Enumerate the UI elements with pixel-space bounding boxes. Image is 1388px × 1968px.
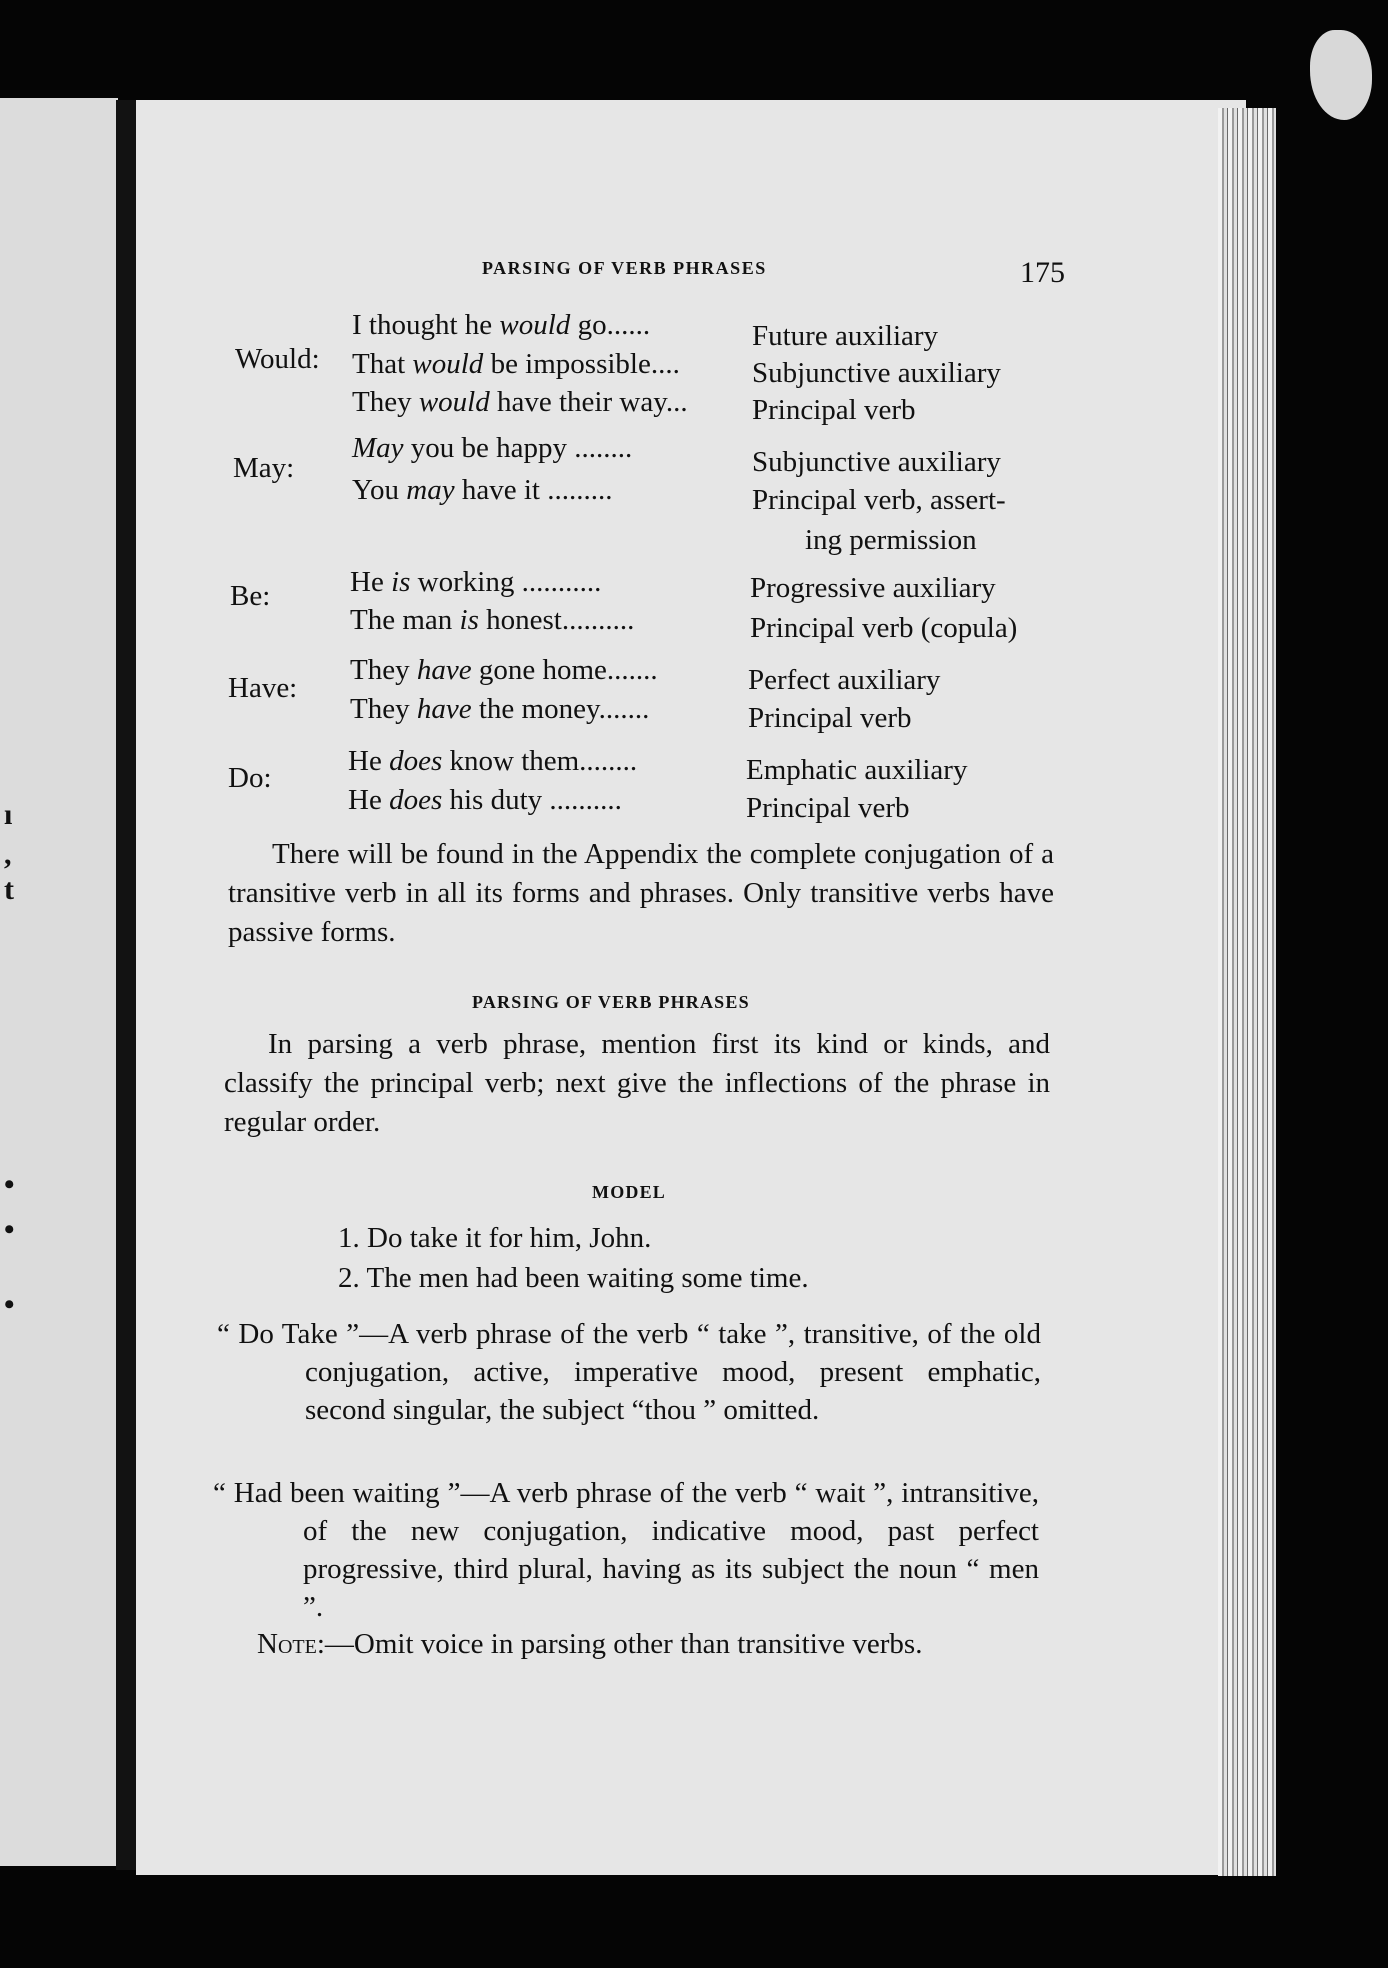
running-header: PARSING OF VERB PHRASES xyxy=(482,258,767,278)
group-label-would: Would: xyxy=(235,343,320,375)
group-label-be: Be: xyxy=(230,580,271,612)
example-role-continuation: ing permission xyxy=(805,524,977,556)
example-sentence: They have gone home....... xyxy=(350,654,658,686)
example-role: Future auxiliary xyxy=(752,320,939,352)
example-sentence: He does his duty .......... xyxy=(348,784,622,816)
group-label-may: May: xyxy=(233,452,295,484)
page-edges xyxy=(1218,108,1276,1876)
example-role: Progressive auxiliary xyxy=(750,572,996,604)
example-sentence: You may have it ......... xyxy=(352,474,613,506)
left-page-fragment: • xyxy=(4,1288,15,1321)
example-role: Principal verb, assert- xyxy=(752,484,1006,516)
model-heading: MODEL xyxy=(592,1182,667,1202)
left-page-edge xyxy=(0,98,118,1866)
left-page-fragment: • xyxy=(4,1213,15,1246)
paper-fragment xyxy=(1310,30,1372,120)
example-role: Principal verb xyxy=(746,792,910,824)
example-sentence: That would be impossible.... xyxy=(352,348,680,380)
example-role: Perfect auxiliary xyxy=(748,664,941,696)
model-item: 1. Do take it for him, John. xyxy=(338,1222,652,1254)
example-sentence: May you be happy ........ xyxy=(352,432,633,464)
model-parse: “ Had been waiting ”—A verb phrase of the verb “ wait ”, intransitive, of the new conjugation, indicative mood, past perfect progressive, third plural, having as its subject the noun “ men ”. xyxy=(213,1477,1039,1623)
example-role: Emphatic auxiliary xyxy=(746,754,968,786)
example-role: Subjunctive auxiliary xyxy=(752,357,1001,389)
example-role: Subjunctive auxiliary xyxy=(752,446,1001,478)
left-page-fragment: • xyxy=(4,1168,15,1201)
left-page-fragment: t xyxy=(4,873,14,906)
book-spine xyxy=(116,100,138,1870)
example-sentence: I thought he would go...... xyxy=(352,309,651,341)
page-number: 175 xyxy=(1020,256,1065,289)
example-sentence: He does know them........ xyxy=(348,745,638,777)
example-role: Principal verb xyxy=(748,702,912,734)
group-label-do: Do: xyxy=(228,762,272,794)
model-item: 2. The men had been waiting some time. xyxy=(338,1262,809,1294)
example-sentence: The man is honest.......... xyxy=(350,604,635,636)
note: Note:—Omit voice in parsing other than transitive verbs. xyxy=(257,1628,923,1660)
example-sentence: He is working ........... xyxy=(350,566,602,598)
example-role: Principal verb xyxy=(752,394,916,426)
model-parse: “ Do Take ”—A verb phrase of the verb “ take ”, transitive, of the old conjugation, active, imperative mood, present emphatic, second singular, the subject “thou ” omitted. xyxy=(217,1318,1041,1426)
left-page-fragment: ı xyxy=(4,798,13,831)
section-paragraph: In parsing a verb phrase, mention first its kind or kinds, and classify the principal verb; next give the inflections of the phrase in regular order. xyxy=(224,1028,1050,1138)
example-sentence: They have the money....... xyxy=(350,693,650,725)
example-sentence: They would have their way... xyxy=(352,386,688,418)
appendix-paragraph: There will be found in the Appendix the complete conjugation of a transitive verb in all its forms and phrases. Only transitive verbs have passive forms. xyxy=(228,838,1054,948)
section-heading: PARSING OF VERB PHRASES xyxy=(472,992,750,1012)
group-label-have: Have: xyxy=(228,672,298,704)
left-page-fragment: , xyxy=(4,838,12,871)
example-role: Principal verb (copula) xyxy=(750,612,1018,644)
